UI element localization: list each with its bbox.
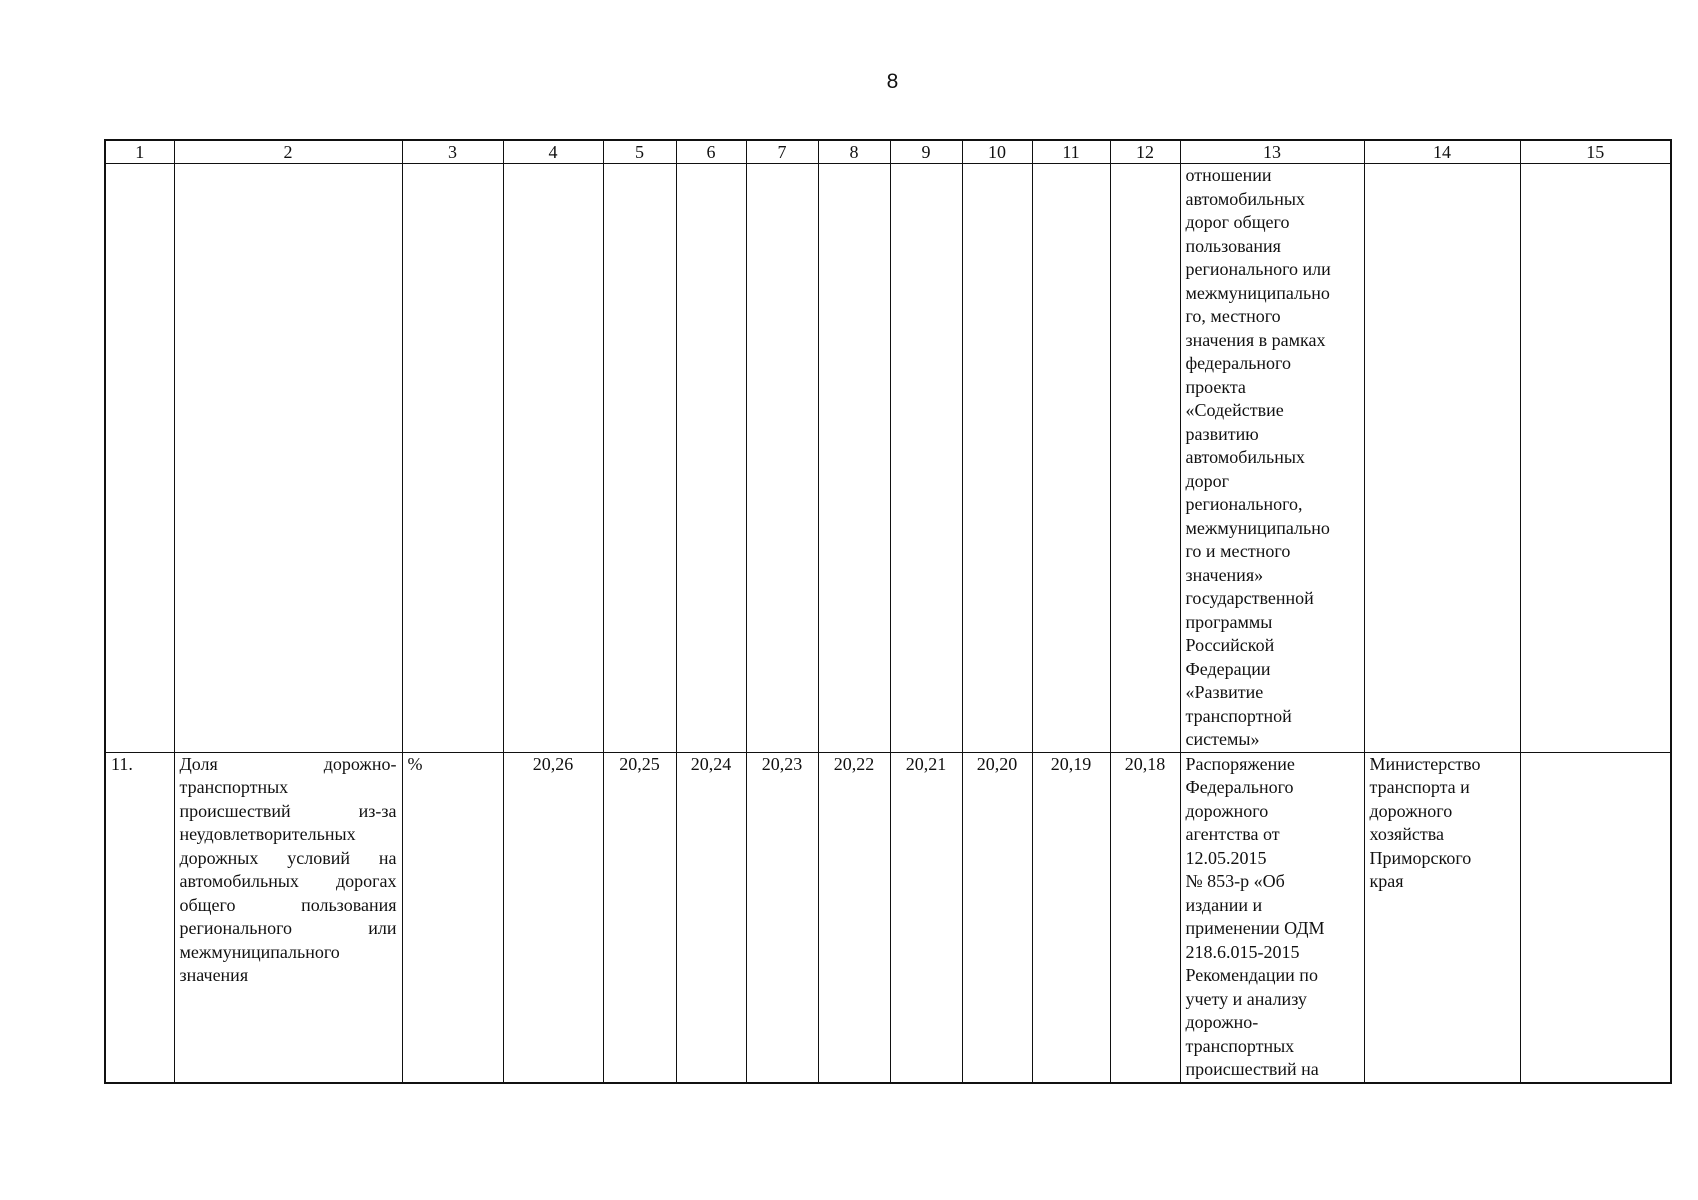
table-cell	[1364, 164, 1520, 753]
table-cell	[676, 164, 746, 753]
table-cell	[1520, 164, 1671, 753]
table-cell	[105, 164, 174, 753]
table-cell	[1032, 164, 1110, 753]
table-cell	[1520, 752, 1671, 1083]
column-number-header: 13	[1180, 140, 1364, 164]
value-cell: 20,19	[1032, 752, 1110, 1083]
column-number-header: 5	[603, 140, 676, 164]
table-cell	[1110, 164, 1180, 753]
table-cell	[402, 164, 503, 753]
table-row-indicator-11	[105, 752, 1671, 1083]
table-cell	[962, 164, 1032, 753]
column-number-header: 8	[818, 140, 890, 164]
column-number-header: 6	[676, 140, 746, 164]
column-number-row	[105, 140, 1671, 164]
table-cell	[818, 164, 890, 753]
column-number-header: 9	[890, 140, 962, 164]
value-cell: 20,25	[603, 752, 676, 1083]
table-row-continuation	[105, 164, 1671, 753]
responsible-body-cell: Министерство транспорта и дорожного хозяйства Приморского края	[1364, 752, 1520, 1083]
page-number: 8	[886, 70, 899, 93]
column-number-header: 2	[174, 140, 402, 164]
indicator-name-cell: Доля дорожно-транспортных происшествий из-за неудовлетворительных дорожных условий на автомобильных дорогах общего пользования регионального или межмуниципального значения	[174, 752, 402, 1083]
table-cell	[174, 164, 402, 753]
table-cell	[603, 164, 676, 753]
column-number-header: 1	[105, 140, 174, 164]
value-cell: 20,24	[676, 752, 746, 1083]
column-number-header: 15	[1520, 140, 1671, 164]
table-cell	[890, 164, 962, 753]
document-reference-cell: отношении автомобильных дорог общего пользования регионального или межмуниципально го, местного значения в рамках федерального проекта «Содействие развитию автомобильных дорог регионального, межмуниципально го и местного значения» государственной программы Российской Федерации «Развитие транспортной системы»	[1180, 164, 1364, 753]
column-number-header: 7	[746, 140, 818, 164]
table-cell	[746, 164, 818, 753]
unit-cell: %	[402, 752, 503, 1083]
value-cell: 20,18	[1110, 752, 1180, 1083]
column-number-header: 11	[1032, 140, 1110, 164]
value-cell: 20,26	[503, 752, 603, 1083]
row-number-cell: 11.	[105, 752, 174, 1083]
indicators-table	[104, 139, 1672, 1084]
document-reference-cell: Распоряжение Федерального дорожного агентства от 12.05.2015 № 853-р «Об издании и применении ОДМ 218.6.015-2015 Рекомендации по учету и анализу дорожно- транспортных происшествий на	[1180, 752, 1364, 1083]
column-number-header: 4	[503, 140, 603, 164]
column-number-header: 10	[962, 140, 1032, 164]
value-cell: 20,21	[890, 752, 962, 1083]
column-number-header: 3	[402, 140, 503, 164]
value-cell: 20,23	[746, 752, 818, 1083]
value-cell: 20,22	[818, 752, 890, 1083]
table-cell	[503, 164, 603, 753]
column-number-header: 12	[1110, 140, 1180, 164]
column-number-header: 14	[1364, 140, 1520, 164]
value-cell: 20,20	[962, 752, 1032, 1083]
